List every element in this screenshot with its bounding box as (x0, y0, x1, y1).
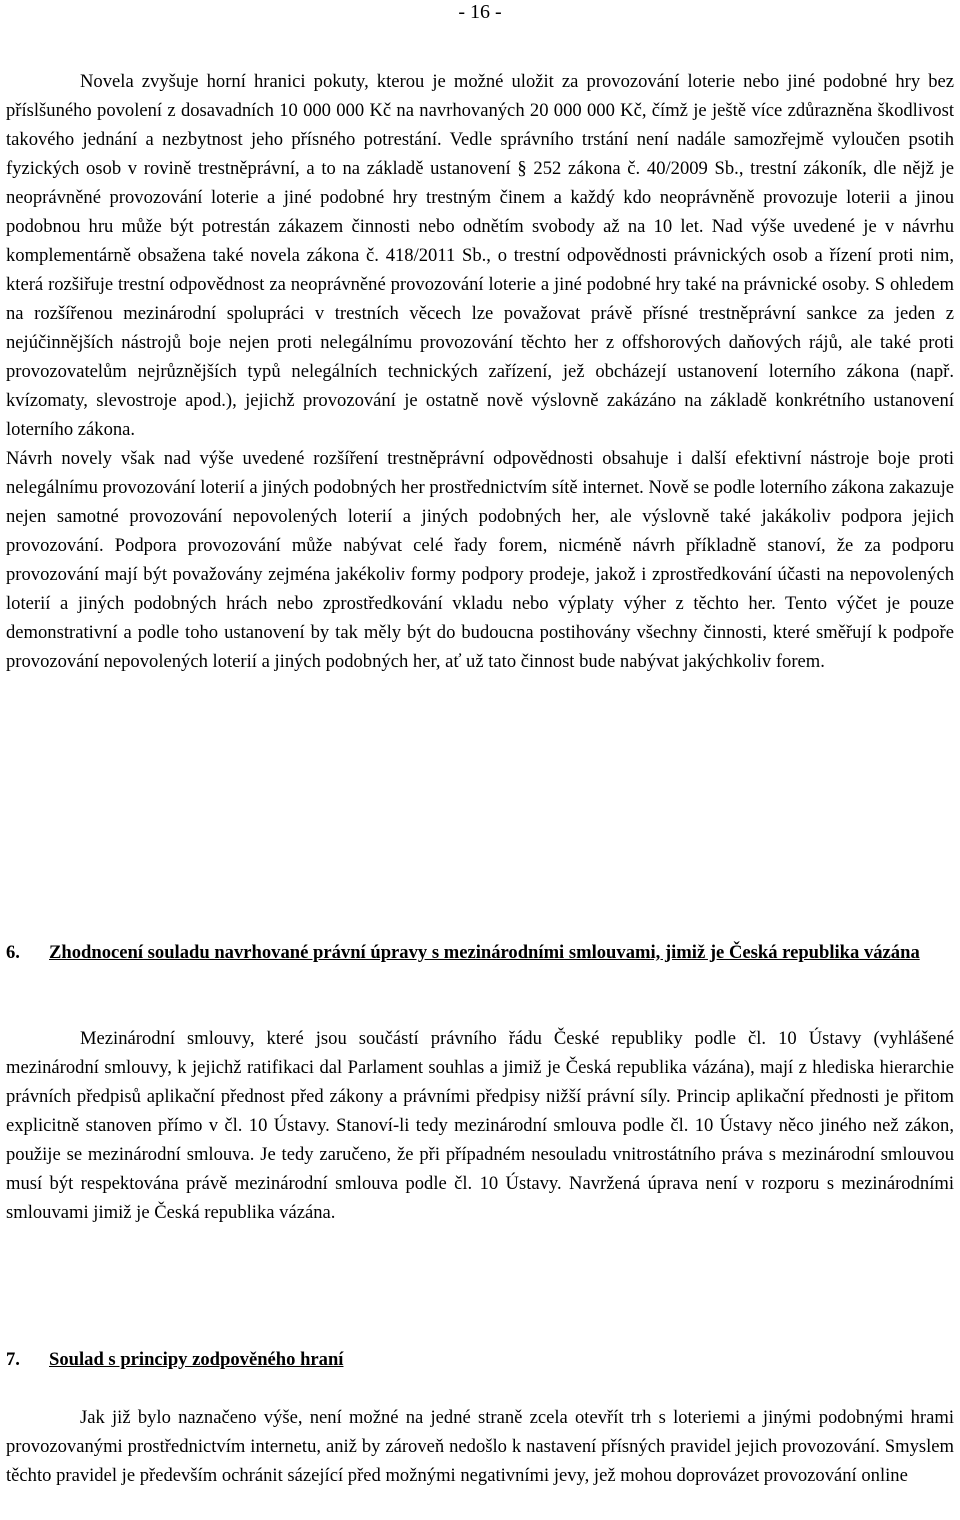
section-6-title: Zhodnocení souladu navrhované právní úpravy s mezinárodními smlouvami, jimiž je Česká republika vázána (49, 942, 920, 963)
page-number: - 16 - (458, 1, 502, 23)
section-6-number: 6. (6, 942, 20, 963)
intro-text-block (6, 67, 954, 676)
section-7-heading (6, 1345, 954, 1375)
section-7-number: 7. (6, 1349, 20, 1370)
section-7-title: Soulad s principy zodpověného hraní (49, 1349, 344, 1370)
paragraph-penalty-increase: Novela zvyšuje horní hranici pokuty, kterou je možné uložit za provozování loterie nebo jiné podobné hry bez příslšuného povolení z dosavadních 10 000 000 Kč na navrhovaných 20 000 000 Kč, čímž je ještě více zdůrazněna škodlivost takového jednání a nezbytnost jeho přísného potrestání. Vedle správního trstání není nadále samozřejmě vyloučen psotih fyzických osob v rovině trestněprávní, a to na základě ustanovení § 252 zákona č. 40/2009 Sb., trestní zákoník, dle nějž je neoprávněné provozování loterie a jiné podobné hry trestným činem a každý kdo neoprávněně provozuje loterii a jinou podobnou hru může být potrestán zákazem činnosti nebo odnětím svobody až na 10 let. Nad výše uvedené je v návrhu komplementárně obsažena také novela zákona č. 418/2011 Sb., o trestní odpovědnosti právnických osob a řízení proti nim, která rozšiřuje trestní odpovědnost za neoprávněné provozování loterie a jiné podobné hry také na právnické osoby. S ohledem na rozšířenou mezinárodní spolupráci v trestních věcech lze považovat právě přísné trestněprávní sankce za jeden z nejúčinnějších nástrojů boje nejen proti nelegálnímu provozování těchto her z offshorových daňových rájů, ale také proti provozovatelům nejrůznějších typů nelegálních technických zařízení, jež obcházejí ustanovení loterního zákona (např. kvízomaty, slevostroje apod.), jejichž provozování je ostatně nově výslovně zakázáno na základě konkrétního ustanovení loterního zákona. (6, 71, 954, 440)
section-6-text: Mezinárodní smlouvy, které jsou součástí právního řádu České republiky podle čl. 10 Ústavy (vyhlášené mezinárodní smlouvy, k jejichž ratifikaci dal Parlament souhlas a jimiž je Česká republika vázána), mají z hlediska hierarchie právních předpisů aplikační přednost před zákony a právními předpisy nižší právní síly. Princip aplikační přednosti je přitom explicitně stanoven přímo v čl. 10 Ústavy. Stanoví-li tedy mezinárodní smlouva podle čl. 10 Ústavy něco jiného než zákon, použije se mezinárodní smlouva. Je tedy zaručeno, že při případném nesouladu vnitrostátního práva s mezinárodní smlouvou musí být respektována právě mezinárodní smlouva podle čl. 10 Ústavy. Navržená úprava není v rozporu s mezinárodními smlouvami jimiž je Česká republika vázána. (6, 1028, 954, 1223)
section-7-text: Jak již bylo naznačeno výše, není možné na jedné straně zcela otevřít trh s loteriemi a jinými podobnými hrami provozovanými prostřednictvím internetu, aniž by zároveň nedošlo k nastavení přísných pravidel jejich provozování. Smyslem těchto pravidel je především ochránit sázející před možnými negativními jevy, jež mohou doprovázet provozování online (6, 1407, 954, 1486)
section-6-heading (6, 938, 954, 968)
paragraph-additional-tools: Návrh novely však nad výše uvedené rozšíření trestněprávní odpovědnosti obsahuje i další efektivní nástroje boje proti nelegálnímu provozování loterií a jiných podobných her prostřednictvím sítě internet. Nově se podle loterního zákona zakazuje nejen samotné provozování nepovolených loterií a jiných podobných her, ale výslovně také jakákoliv podpora jejich provozování. Podpora provozování může nabývat celé řady forem, nicméně návrh příkladně stanoví, že za podporu provozování mají být považovány zejména jakékoliv formy podpory prodeje, jakož i zprostředkování účasti na nepovolených loterií a jiných podobných hrách nebo zprostředkování vkladu nebo výplaty výher z těchto her. Tento výčet je pouze demonstrativní a podle toho ustanovení by tak měly být do budoucna postihovány všechny činnosti, které směřují k podpoře provozování nepovolených loterií a jiných podobných her, ať už tato činnost bude nabývat jakýchkoliv forem. (6, 448, 954, 672)
